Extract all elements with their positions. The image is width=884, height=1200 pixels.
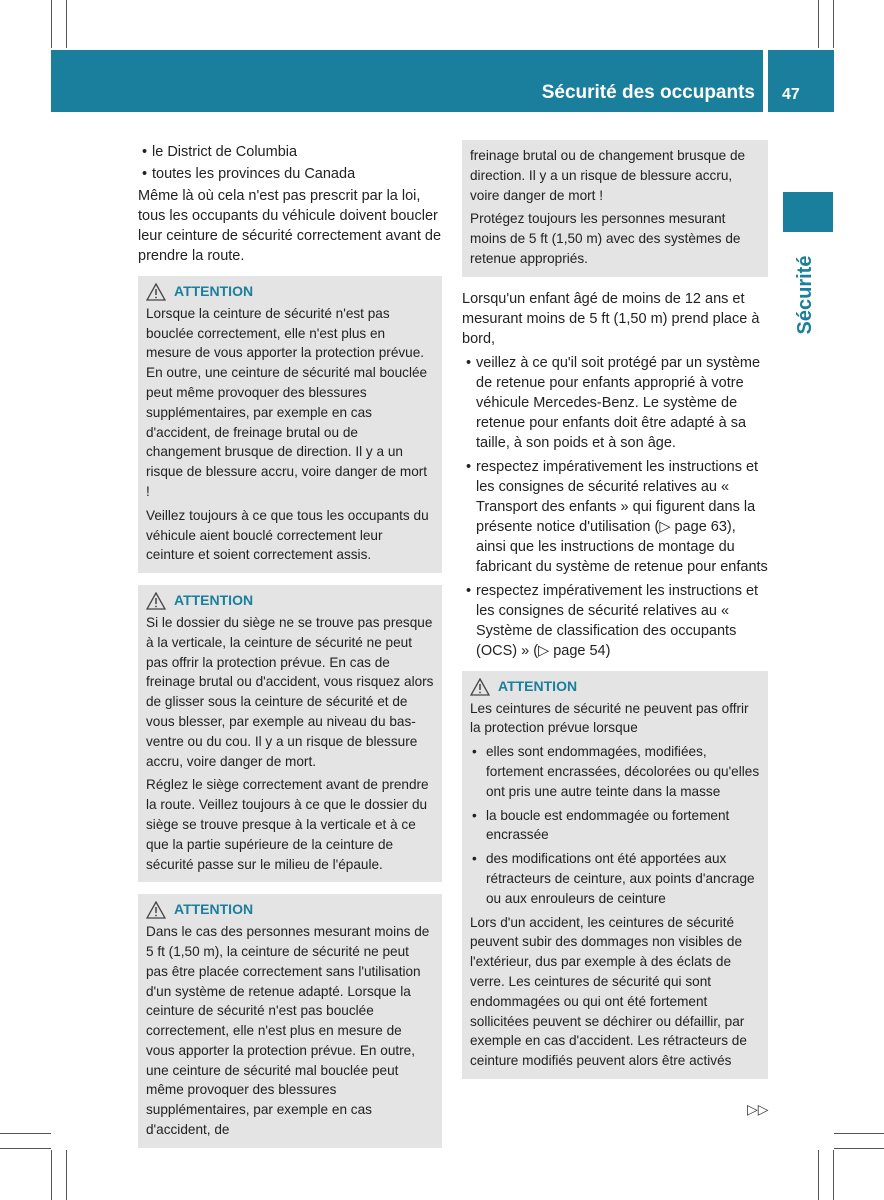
body-paragraph: Même là où cela n'est pas prescrit par la loi, tous les occupants du véhicule doivent boucler leur ceinture de sécurité correctement avant de prendre la route. bbox=[138, 188, 442, 264]
crop-mark bbox=[66, 1150, 67, 1200]
page-title: Sécurité des occupants bbox=[541, 82, 755, 103]
crop-mark bbox=[51, 1150, 52, 1200]
warning-triangle-icon bbox=[470, 678, 490, 696]
warning-text: freinage brutal ou de changement brusque de direction. Il y a un risque de blessure accru, voire danger de mort ! bbox=[470, 148, 746, 203]
warning-box bbox=[138, 894, 442, 1148]
crop-mark bbox=[818, 1150, 819, 1200]
crop-mark bbox=[818, 0, 819, 48]
warning-triangle-icon bbox=[146, 901, 166, 919]
header-bar bbox=[51, 50, 763, 112]
crop-mark bbox=[833, 0, 834, 48]
left-column bbox=[138, 142, 442, 1148]
warning-text: Les ceintures de sécurité ne peuvent pas offrir la protection prévue lorsque bbox=[470, 700, 749, 736]
warning-heading: ATTENTION bbox=[146, 900, 434, 920]
warning-box bbox=[138, 276, 442, 573]
warning-text: Dans le cas des personnes mesurant moins de 5 ft (1,50 m), la ceinture de sécurité ne peut pas être placée correctement sans l'utilisation d'un système de retenue adapté. Lorsque la ceinture de sécurité n'est pas bouclée correctement, elle n'est plus en mesure de vous apporter la protection prévue. En outre, une ceinture de sécurité mal bouclée peut même provoquer des blessures supplémentaires, par exemple en cas d'accident, de bbox=[146, 924, 430, 1138]
warning-heading: ATTENTION bbox=[146, 591, 434, 611]
list-item: • elles sont endommagées, modifiées, fortement encrassées, décolorées ou qu'elles ont pris une autre teinte dans la masse bbox=[472, 744, 760, 799]
side-tab-label: Sécurité bbox=[794, 255, 816, 335]
crop-mark bbox=[0, 1133, 51, 1134]
continue-marker: ▷▷ bbox=[747, 1101, 769, 1117]
page-number: 47 bbox=[782, 86, 800, 103]
warning-text: Protégez toujours les personnes mesurant moins de 5 ft (1,50 m) avec des systèmes de retenue appropriés. bbox=[470, 211, 741, 266]
list-item: • des modifications ont été apportées aux rétracteurs de ceinture, aux points d'ancrage ou aux enrouleurs de ceinture bbox=[472, 851, 755, 906]
side-tab-marker bbox=[783, 192, 833, 232]
crop-mark bbox=[66, 0, 67, 48]
warning-text: Veillez toujours à ce que tous les occupants du véhicule aient bouclé correctement leur ceinture et soient correctement assis. bbox=[146, 507, 429, 563]
warning-text: Si le dossier du siège ne se trouve pas presque à la verticale, la ceinture de sécurité ne peut pas offrir la protection prévue. En cas de freinage brutal ou d'accident, vous risquez alors de glisser sous la ceinture de sécurité et de vous blesser, par exemple au niveau du bas-ventre ou du cou. Il y a un risque de blessure accru, voire danger de mort. bbox=[146, 614, 434, 769]
list-item: • respectez impérativement les instructions et les consignes de sécurité relatives au « Système de classification des occupants (OCS) » (▷ page 54) bbox=[466, 582, 759, 659]
crop-mark bbox=[833, 1150, 834, 1200]
list-item: • la boucle est endommagée ou fortement encrassée bbox=[472, 807, 730, 843]
warning-triangle-icon bbox=[146, 592, 166, 610]
warning-text: Lorsque la ceinture de sécurité n'est pas bouclée correctement, elle n'est plus en mesure de vous apporter la protection prévue. En outre, une ceinture de sécurité mal bouclée peut même provoquer des blessures supplémentaires, par exemple en cas d'accident, de freinage brutal ou de changement brusque de direction. Il y a un risque de blessure accru, voire danger de mort ! bbox=[146, 305, 428, 499]
list-item: • toutes les provinces du Canada bbox=[142, 166, 356, 182]
warning-text: Lors d'un accident, les ceintures de sécurité peuvent subir des dommages non visibles de l'extérieur, dus par exemple à des éclats de verre. Les ceintures de sécurité qui sont endommagées ou qui ont été fortement sollicitées peuvent se déchirer ou défaillir, par exemple en cas d'accident. Les rétracteurs de ceinture modifiés peuvent alors être activés bbox=[470, 914, 747, 1069]
list-item: • le District de Columbia bbox=[142, 144, 298, 160]
body-paragraph: Lorsqu'un enfant âgé de moins de 12 ans et mesurant moins de 5 ft (1,50 m) prend place à bord, bbox=[462, 290, 760, 347]
crop-mark bbox=[834, 1133, 884, 1134]
warning-triangle-icon bbox=[146, 283, 166, 301]
page-number-box bbox=[768, 50, 834, 112]
warning-text: Réglez le siège correctement avant de prendre la route. Veillez toujours à ce que le dossier du siège se trouve presque à la verticale et à ce que la partie supérieure de la ceinture de sécurité passe sur le milieu de l'épaule. bbox=[146, 777, 429, 872]
crop-mark bbox=[51, 0, 52, 48]
list-item: • respectez impérativement les instructions et les consignes de sécurité relatives au « Transport des enfants » qui figurent dans la présente notice d'utilisation (▷ page 63), ainsi que les instructions de montage du fabricant du système de retenue pour enfants bbox=[466, 458, 768, 575]
right-column bbox=[462, 140, 768, 1079]
warning-heading: ATTENTION bbox=[470, 677, 760, 697]
warning-heading: ATTENTION bbox=[146, 282, 434, 302]
warning-box bbox=[138, 585, 442, 882]
warning-box-continued bbox=[462, 140, 768, 277]
warning-box bbox=[462, 671, 768, 1079]
crop-mark bbox=[0, 1148, 51, 1149]
list-item: • veillez à ce qu'il soit protégé par un système de retenue pour enfants approprié à votre véhicule Mercedes-Benz. Le système de retenue pour enfants doit être adapté à sa taille, à son poids et à son âge. bbox=[466, 354, 761, 451]
crop-mark bbox=[834, 1148, 884, 1149]
